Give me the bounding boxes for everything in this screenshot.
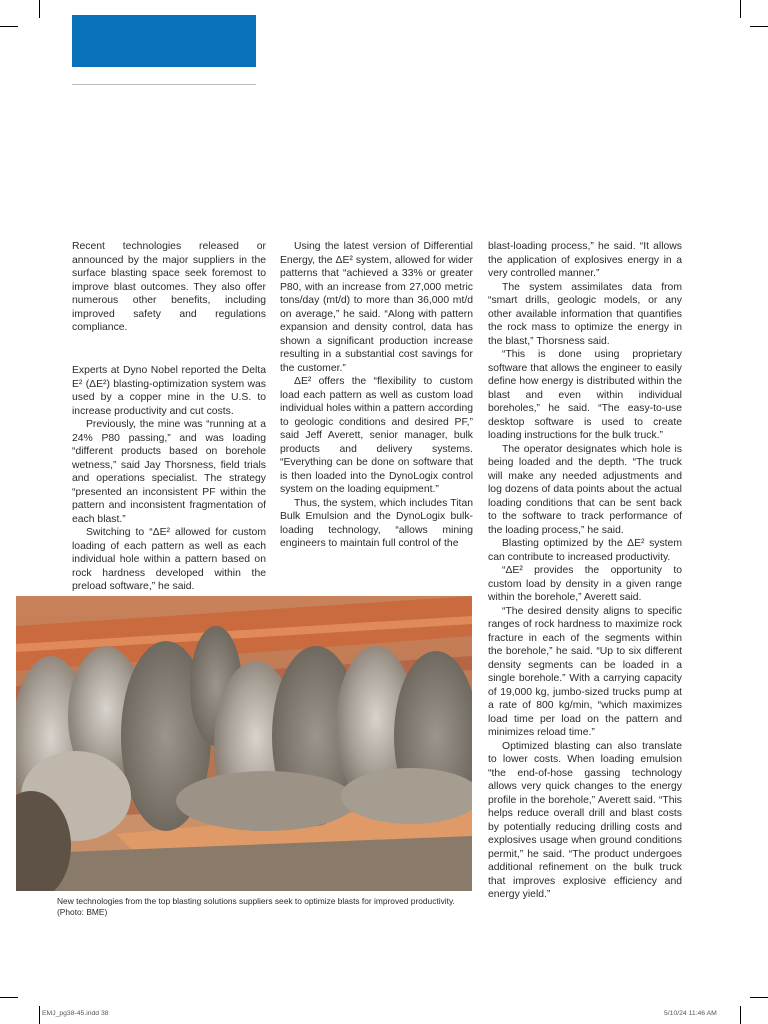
crop-mark (0, 997, 18, 998)
blast-photo-illustration (16, 596, 472, 891)
body-paragraph: Using the latest version of Differential Energy, the ΔE² system, allowed for wider patterns that “achieved a 33% or greater P80, with an increase from 27,000 metric tons/day (mt/d) to more than 36,000 mt/d on average,” he said. “Along with pattern expansion and density control, data has shown a significant production increase resulting in a substantial cost savings for the customer.” (280, 241, 473, 374)
body-paragraph: “This is done using proprietary software that allows the engineer to easily define how energy is distributed within the blast and even within individual boreholes,” he said. “The easy-to-use desktop software is used to create loading instructions for the bulk truck.” (488, 349, 682, 441)
crop-mark (740, 0, 741, 18)
article-column-1 (72, 240, 266, 335)
crop-mark (740, 1006, 741, 1024)
crop-mark (39, 0, 40, 18)
blast-photo (16, 596, 472, 891)
article-column-1-body (72, 364, 266, 594)
body-paragraph: Blasting optimized by the ΔE² system can contribute to increased productivity. (488, 538, 682, 563)
body-paragraph: Optimized blasting can also translate to lower costs. When loading emulsion “the end-of-hose gassing technology allows very quick changes to the energy profile in the borehole,” Averett said. “This helps reduce overall drill and blast costs by potentially reducing drilling costs and explosives usage when ground conditions permit,” he said. “The product undergoes additional refinement on the bulk truck that improves explosive efficiency and energy yield.” (488, 740, 682, 900)
body-paragraph: Experts at Dyno Nobel reported the Delta E² (ΔE²) blasting-optimization system was used by a copper mine in the U.S. to increase productivity and cut costs. (72, 365, 266, 417)
body-paragraph: The operator designates which hole is being loaded and the depth. “The truck will make any needed adjustments and log dozens of data points about the actual loading conditions that can be sent back to the software to track performance of the loading process,” he said. (488, 443, 682, 536)
body-paragraph: “ΔE² provides the opportunity to custom load by density in a given range within the borehole,” Averett said. (488, 565, 682, 603)
crop-mark (750, 997, 768, 998)
intro-paragraph: Recent technologies released or announced by the major suppliers in the surface blasting space seek foremost to improve blast outcomes. They also offer numerous other benefits, including improved safety and regulations compliance. (72, 241, 266, 333)
slug-file-name: EMJ_pg38-45.indd 38 (42, 1010, 109, 1017)
photo-caption: New technologies from the top blasting solutions suppliers seek to optimize blasts for improved productivity. (Photo: BME) (57, 896, 455, 917)
header-rule (72, 84, 256, 85)
body-paragraph: Previously, the mine was “running at a 24% P80 passing,” and was loading “different products based on borehole wetness,” said Jay Thorsness, field trials and operations specialist. The strategy “presented an inconsistent PF within the pattern and inconsistent fragmentation of each blast.” (72, 419, 266, 525)
crop-mark (39, 1006, 40, 1024)
crop-mark (0, 26, 18, 27)
crop-mark (750, 26, 768, 27)
body-paragraph: Thus, the system, which includes Titan Bulk Emulsion and the DynoLogix bulk-loading technology, “allows mining engineers to maintain full control of the (280, 497, 473, 549)
body-paragraph: The system assimilates data from “smart drills, geologic models, or any other available information that quantifies the rock mass to optimize the energy in the blast,” Thorsness said. (488, 281, 682, 347)
section-header-block (72, 15, 256, 67)
body-paragraph: ΔE² offers the “flexibility to custom load each pattern as well as custom load individual holes within a pattern according to geologic conditions and desired PF,” said Jeff Averett, senior manager, bulk products and delivery systems. “Everything can be done on software that is then loaded into the DynoLogix control system on the loading equipment.” (280, 376, 473, 495)
article-column-3 (488, 240, 682, 902)
body-paragraph: Switching to “ΔE² allowed for custom loading of each pattern as well as each individual hole within a pattern based on rock hardness developed within the preload software,” he said. (72, 527, 266, 592)
body-paragraph: blast-loading process,” he said. “It allows the application of explosives energy in a very controlled manner.” (488, 241, 682, 279)
body-paragraph: “The desired density aligns to specific ranges of rock hardness to maximize rock fracture in each of the segments within the borehole,” he said. “Up to six different density segments can be loaded in a single borehole.” With a carrying capacity of 19,000 kg, jumbo-sized trucks pump at a rate of 800 kg/min, “which maximizes load time per load on the pattern and minimizes reload time.” (488, 605, 682, 738)
slug-timestamp: 5/10/24 11:46 AM (664, 1010, 717, 1017)
article-column-2 (280, 240, 473, 551)
